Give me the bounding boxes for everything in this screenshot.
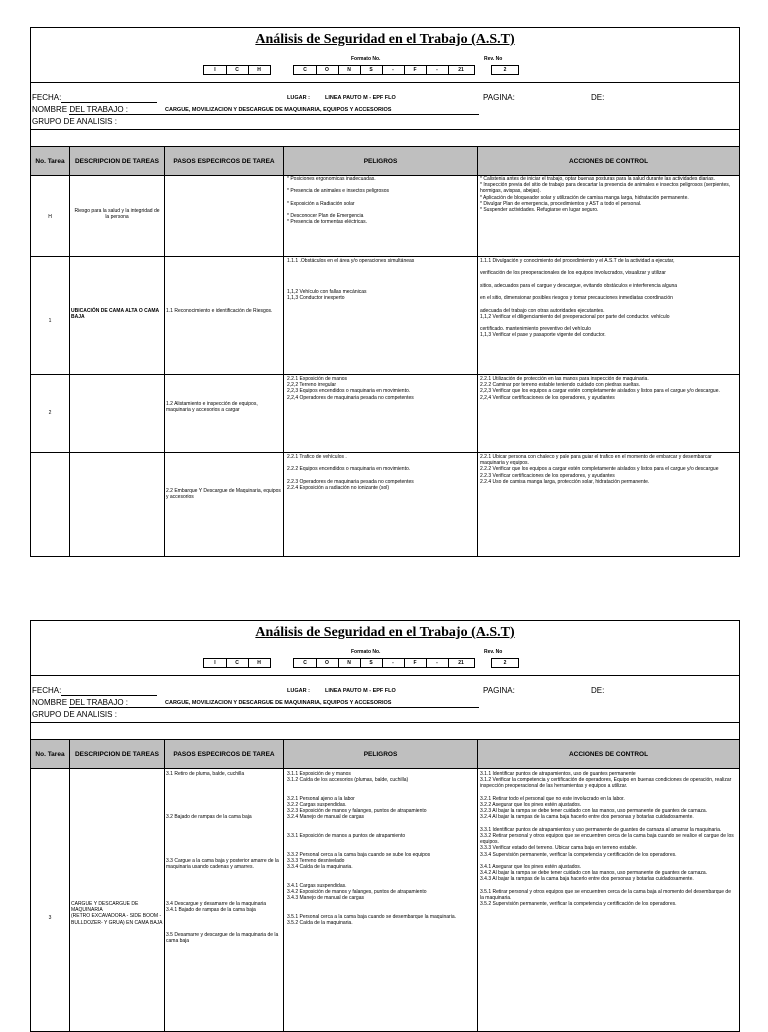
header-pasos: PASOS ESPECIRCOS DE TAREA	[173, 157, 275, 165]
form-title-2: Análisis de Seguridad en el Trabajo (A.S.T)	[255, 625, 515, 640]
row-3-no: 3	[48, 915, 52, 921]
row-1-descripcion: UBICACIÓN DE CAMA ALTA O CAMA BAJA	[71, 308, 159, 321]
row-3-peligros: 3.1.1 Exposición de y manos 3.1.2 Caída de los accesorios (plumas, balde, cuchilla) 3.2.1 Personal ajeno a la labor 3.2.2 Cargas suspendidas. 3.2.3 Exposición de manos y falanges, puntos de atrapamiento 3.2.4 Manejo de manual de cargas 3.3.1 Exposición de manos a puntos de atrapamiento 3.3.2 Personal cerca a la cama baja cuando se sube los equipos 3.3.3 Terreno desnivelado 3.3.4 Caída de la maquinaria. 3.4.1 Cargas suspendidas. 3.4.2 Exposición de manos y falanges, puntos de atrapamiento 3.4.3 Manejo de manual de cargas 3.5.1 Personal cerca a la cama baja cuando se desembarque la maquinaria. 3.5.2 Caída de la maquinaria.	[287, 771, 456, 926]
row-2-peligros: 2.2.1 Exposición de manos 2,2,2 Terreno irregular 2,2,3 Equipos encendidos o maquinaria en movimiento. 2,2,4 Operadores de maquinaria pesada no competentes	[287, 376, 414, 401]
row-h-descripcion: Riesgo para la salud y la integridad de la persona	[74, 208, 160, 221]
header-pasos-2: PASOS ESPECIRCOS DE TAREA	[173, 750, 275, 758]
de-label-2: DE:	[591, 686, 605, 695]
row-2-2-pasos: 2.2 Embarque Y Descargue de Maquinaria, equipos y accesorios	[166, 488, 281, 501]
row-1-peligros: 1.1.1 .Obstáculos en el área y/o operaciones simultáneas 1,1,2 Vehículo con fallas mecánicas 1,1,3 Conductor inexperto	[287, 258, 415, 302]
row-2-2-peligros: 2.2.1 Trafico de vehículos . 2.2.2 Equipos encendidos o maquinaria en movimiento. 2.2.3 Operadores de maquinaria pesada no competentes 2.2.4 Exposición a radiación no ionizante (sol)	[287, 454, 414, 492]
ast-form-page-2	[30, 620, 740, 1032]
row-h-acciones: * Calistenia antes de iniciar el trabajo, optar buenas posturas para la salud durante las actividades diarias. * Inspección previa del sitio de trabajo para descartar la presencia de animales e insectos peligrosos (serpientes, hormigas, avispas, abejas). * Aplicación de bloqueador solar y utilización de camisa manga larga, hidratación permanente. * Divulgar Plan de emergencia, procedimientos y AST a todo el personal. * Suspender actividades. Refugiarse en lugar seguro.	[480, 176, 731, 214]
pagina-label: PAGINA:	[483, 93, 515, 102]
formato-label-2: Formato No.	[351, 649, 381, 655]
fecha-label-2: FECHA:	[32, 686, 62, 695]
grupo-label: GRUPO DE ANALISIS :	[32, 117, 117, 126]
lugar-label-2: LUGAR :	[287, 688, 310, 694]
code-box-2: C O N S - F - 21	[293, 65, 475, 75]
row-1-pasos: 1.1 Reconocimiento e identificación de Riesgos.	[166, 308, 273, 314]
header-no-tarea-2: No. Tarea	[35, 750, 65, 758]
row-1-acciones: 1.1.1 Divulgación y conocimiento del procedimiento y el A.S.T de la actividad a ejecutar, verificación de los preoperacionales de los equipos involucrados, visualizar y utilizar sitios, adecuados para el cargue y descargue, evitando obstáculos e interferencia alguna en el sitio, dimensionar posibles riesgos y tomar precauciones inmediatas coordinación adecuada del trabajo con otras autoridades ejecutantes. 1,1,2 Verificar el diligenciamiento del preoperacional por parte del conductor. vehículo certificado. mantenimiento preventivo del vehículo 1,1,3 Verificar el pase y pasaporte vigente del conductor.	[480, 258, 678, 339]
row-3-acciones: 3.1.1 Identificar puntos de atrapamientos, uso de guantes permanente 3.1.2 Verificar la competencia y certificación de operadores, Equipo en buenas condiciones de operación, realizar inspección preoperacional de las herramientas y equipos a utilizar. 3.2.1 Retirar todo el personal que no este involucrado en la labor. 3.2.2 Asegurar que los pines estén ajustados. 3.2.3 Al bajar la rampa se debe tener cuidado con las manos, uso permanente de guantes de carnaza. 3.2.4 Al bajar la rampas de la cama baja hacerlo entre dos personas y botarlas cuidadosamente. 3.3.1 Identificar puntos de atrapamientos y uso permanente de guantes de carnaza al amarrar la maquinaria. 3.3.2 Retirar personal y otros equipos que se encuentren cerca de la cama baja cuando se realice el cargue de los equipos. 3.3.3 Verificar estado del terreno. Ubicar cama baja en terreno estable. 3.3.4 Supervisión permanente, verificar la competencia y certificación de los operadores. 3.4.1 Asegurar que los pines estén ajustados. 3.4.2 Al bajar la rampa se debe tener cuidado con las manos, uso permanente de guantes de carnaza. 3.4.3 Al bajar la rampas de la cama baja hacerlo entre dos personas y botarlas cuidadosamente. 3.5.1 Retirar personal y otros equipos que se encuentren cerca de la cama baja al momento del desembarque de la maquinaria. 3.5.2 Supervisión permanente, verificar la competencia y certificación de los operadores.	[480, 771, 734, 908]
row-1-no: 1	[48, 318, 52, 324]
row-2-2-acciones: 2.2.1 Ubicar persona con chaleco y pale para guiar el trafico en el momento de embarcar y desembarcar maquinaria y equipos. 2.2.2 Verificar que los equipos a cargar estén completamente aislados y listos para el cargue y/o descargue 2.2.3 Verificar certificaciones de los operadores, y ayudantes 2.2.4 Uso de camisa manga larga, protección solar, hidratación permanente.	[480, 454, 719, 485]
header-no-tarea: No. Tarea	[35, 157, 65, 165]
nombre-label: NOMBRE DEL TRABAJO :	[32, 105, 129, 114]
row-2-pasos: 1.2 Alistamiento e inspección de equipos, maquinaria y accesorios a cargar	[166, 401, 258, 414]
rev-label: Rev. No	[484, 56, 503, 62]
rev-box-2: 2	[491, 658, 519, 668]
fecha-label: FECHA:	[32, 93, 62, 102]
header-acciones-2: ACCIONES DE CONTROL	[568, 750, 649, 758]
table-header-2	[31, 739, 739, 769]
grupo-label-2: GRUPO DE ANALISIS :	[32, 710, 117, 719]
code-box-2-2: C O N S - F - 21	[293, 658, 475, 668]
rev-box: 2	[491, 65, 519, 75]
row-2-no: 2	[48, 410, 52, 416]
header-peligros: PELIGROS	[363, 157, 398, 165]
pagina-label-2: PAGINA:	[483, 686, 515, 695]
row-h-peligros: * Posiciones ergonomicas inadecuadas. * Presencia de animales e insectos peligrosos * Exposición a Radiación solar * Desconocer Plan de Emergencia * Presencia de tormentas eléctricas.	[287, 176, 389, 226]
row-h-no: H	[48, 214, 52, 220]
nombre-value: CARGUE, MOVILIZACION Y DESCARGUE DE MAQUINARIA, EQUIPOS Y ACCESORIOS	[165, 107, 392, 113]
lugar-value: LINEA PAUTO M - EPF FLO	[325, 95, 396, 101]
lugar-value-2: LINEA PAUTO M - EPF FLO	[325, 688, 396, 694]
ast-form-page-1	[30, 27, 740, 557]
header-acciones: ACCIONES DE CONTROL	[568, 157, 649, 165]
header-descripcion-2: DESCRIPCION DE TAREAS	[74, 750, 160, 758]
header-peligros-2: PELIGROS	[363, 750, 398, 758]
header-descripcion: DESCRIPCION DE TAREAS	[74, 157, 160, 165]
nombre-label-2: NOMBRE DEL TRABAJO :	[32, 698, 129, 707]
de-label: DE:	[591, 93, 605, 102]
lugar-label: LUGAR :	[287, 95, 310, 101]
nombre-value-2: CARGUE, MOVILIZACION Y DESCARGUE DE MAQUINARIA, EQUIPOS Y ACCESORIOS	[165, 700, 392, 706]
form-title: Análisis de Seguridad en el Trabajo (A.S.T)	[255, 32, 515, 47]
formato-label: Formato No.	[351, 56, 381, 62]
code-box-1-2: I C H	[203, 658, 271, 668]
table-header	[31, 146, 739, 176]
rev-label-2: Rev. No	[484, 649, 503, 655]
row-3-pasos: 3.1 Retiro de pluma, balde, cuchilla 3.2 Bajado de rampas de la cama baja 3.3 Cargue a la cama baja y posterior amarre de la maquinaria usando cadenas y amarres. 3.4 Descargue y desamarre de la maquinaria 3.4.1 Bajado de rampas de la cama baja 3.5 Desamarre y descargue de la maquinaria de la cama baja	[166, 771, 279, 945]
row-3-descripcion: CARGUE Y DESCARGUE DE MAQUINARIA (RETRO EXCAVADORA - SIDE BOOM - BULLDOZER- Y GRUA) EN CAMA BAJA	[71, 901, 163, 926]
code-box-1: I C H	[203, 65, 271, 75]
row-2-acciones: 2.2.1 Utilización de protección en las manos para inspección de maquinaria. 2.2.2 Caminar por terreno estable teniendo cuidado con piedras sueltas. 2,2,3 Verificar que los equipos a cargar estén completamente aislados y listos para el cargue y/o descargue. 2,2,4 Verificar certificaciones de los operadores, y ayudantes	[480, 376, 720, 401]
